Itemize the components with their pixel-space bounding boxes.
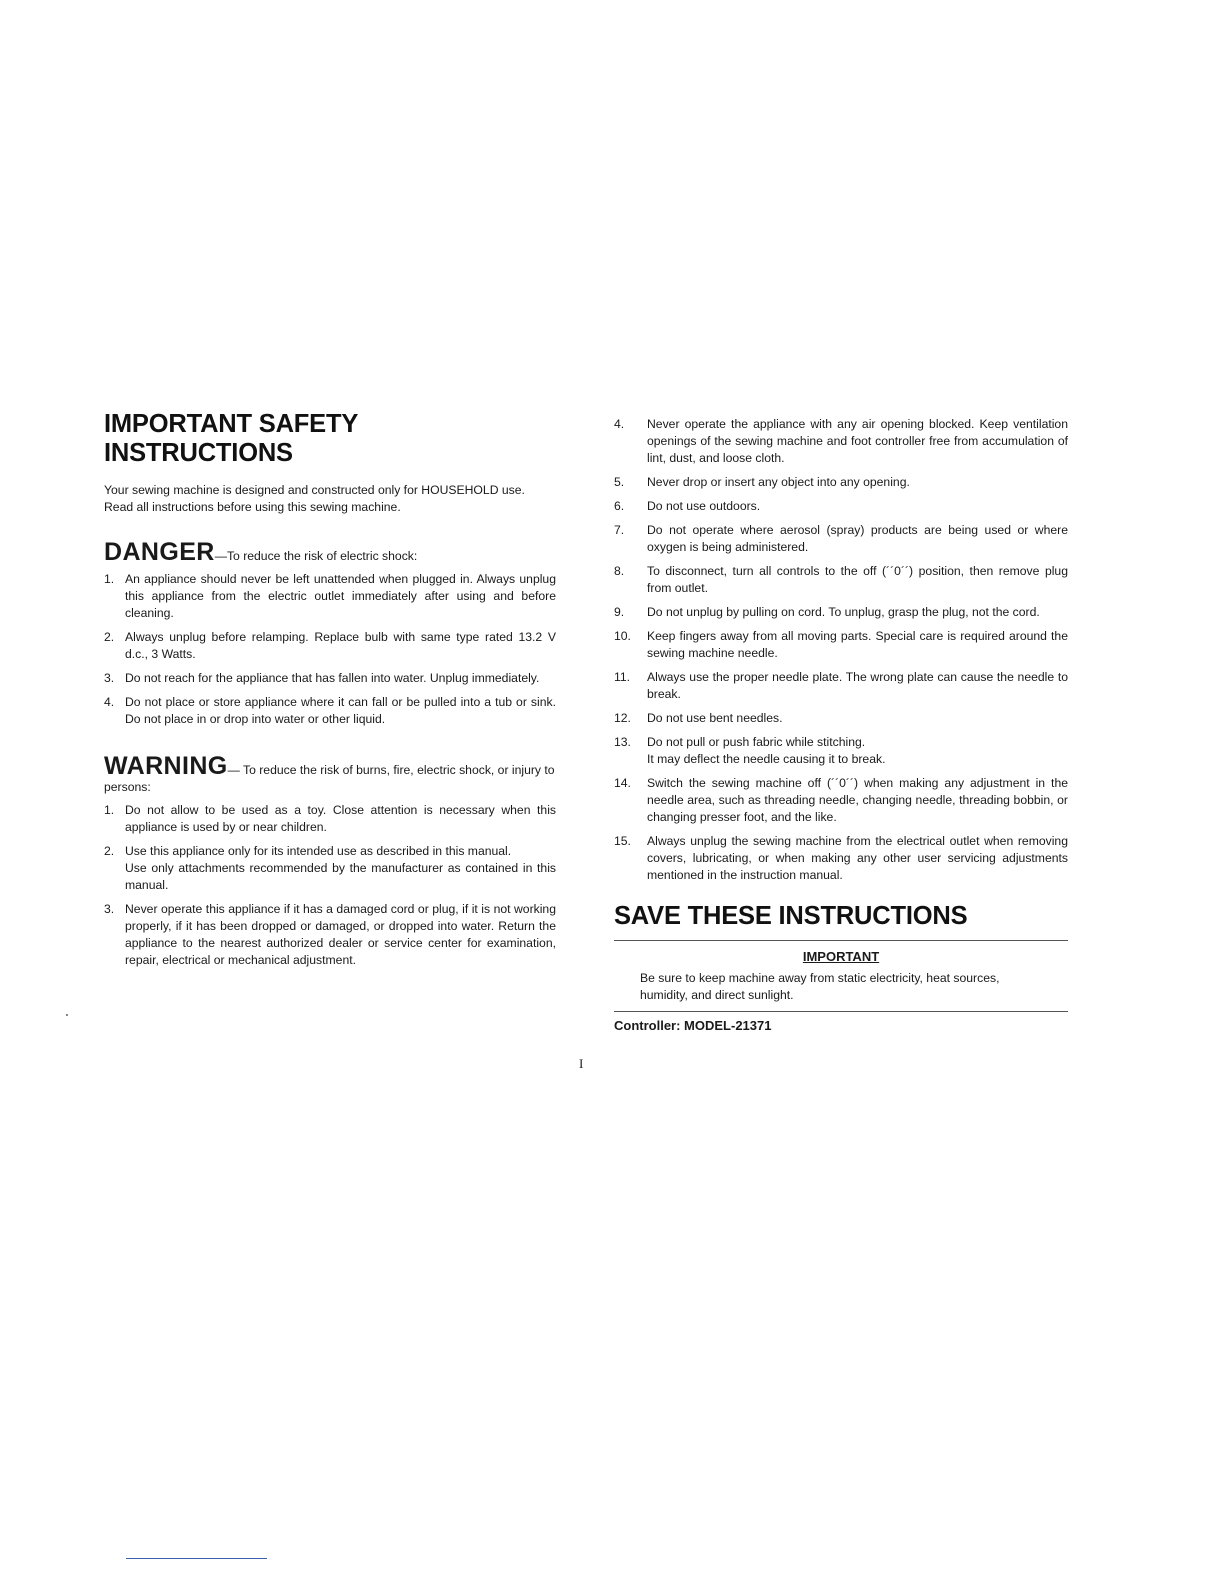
item-number: 3. (104, 902, 115, 916)
item-text: Do not pull or push fabric while stitching. It may deflect the needle causing it to break. (647, 735, 886, 766)
danger-label: DANGER (104, 538, 215, 566)
item-text: An appliance should never be left unattended when plugged in. Always unplug this appliance from the electric outlet immediately after using and before cleaning. (125, 572, 556, 620)
list-item (104, 694, 556, 728)
list-item (104, 802, 556, 836)
item-number: 11. (614, 670, 631, 684)
item-number: 7. (614, 523, 625, 537)
list-item (614, 669, 1068, 703)
item-text: Always unplug before relamping. Replace bulb with same type rated 13.2 V d.c., 3 Watts. (125, 630, 556, 661)
item-number: 9. (614, 605, 625, 619)
list-item (614, 775, 1068, 826)
list-item (614, 734, 1068, 768)
list-item (104, 843, 556, 894)
item-number: 6. (614, 499, 625, 513)
important-label: IMPORTANT (802, 949, 880, 964)
safety-list-continued (614, 416, 1068, 884)
warning-label: WARNING (104, 752, 228, 780)
item-number: 5. (614, 475, 625, 489)
item-text: Do not place or store appliance where it can fall or be pulled into a tub or sink. Do not place in or drop into water or other liquid. (125, 695, 556, 726)
item-number: 13. (614, 735, 631, 749)
item-text: Keep fingers away from all moving parts. Special care is required around the sewing machine needle. (647, 629, 1068, 660)
list-item (614, 604, 1068, 621)
item-text: Never drop or insert any object into any opening. (647, 475, 910, 489)
list-item (614, 474, 1068, 491)
page-title: IMPORTANT SAFETY INSTRUCTIONS (104, 410, 359, 467)
controller-model: Controller: MODEL-21371 (614, 1018, 772, 1033)
item-text: Use this appliance only for its intended use as described in this manual. Use only attachments recommended by the manufacturer as contained in this manual. (125, 844, 556, 892)
danger-heading (104, 538, 556, 566)
item-number: 3. (104, 671, 115, 685)
list-item (614, 563, 1068, 597)
item-text: Always unplug the sewing machine from the electrical outlet when removing covers, lubricating, or when making any other user servicing adjustments mentioned in the instruction manual. (647, 834, 1068, 882)
list-item (614, 522, 1068, 556)
item-number: 2. (104, 630, 115, 644)
list-item (104, 901, 556, 969)
danger-list (104, 571, 556, 728)
warning-heading (104, 752, 556, 796)
list-item (614, 710, 1068, 727)
scan-speck (66, 1014, 68, 1016)
right-column (614, 410, 1068, 1033)
left-column (104, 410, 556, 976)
danger-subtitle: —To reduce the risk of electric shock: (214, 549, 418, 563)
item-number: 8. (614, 564, 625, 578)
list-item (614, 833, 1068, 884)
page-number: I (579, 1056, 584, 1071)
item-text: Never operate the appliance with any air opening blocked. Keep ventilation openings of the sewing machine and foot controller free from accumulation of lint, dust, and loose cloth. (647, 417, 1068, 465)
list-item (104, 571, 556, 622)
item-text: To disconnect, turn all controls to the off (´´0´´) position, then remove plug from outlet. (647, 564, 1068, 595)
item-text: Do not allow to be used as a toy. Close attention is necessary when this appliance is used by or near children. (125, 803, 556, 834)
item-number: 1. (104, 572, 115, 586)
item-text: Do not reach for the appliance that has fallen into water. Unplug immediately. (125, 671, 540, 685)
list-item (104, 670, 556, 687)
warning-subtitle: — To reduce the risk of burns, fire, electric shock, or injury to persons: (104, 763, 555, 794)
list-item (614, 416, 1068, 467)
item-text: Do not use outdoors. (647, 499, 761, 513)
list-item (614, 628, 1068, 662)
list-item (104, 629, 556, 663)
item-text: Do not operate where aerosol (spray) products are being used or where oxygen is being administered. (647, 523, 1068, 554)
item-number: 12. (614, 711, 631, 725)
item-number: 15. (614, 834, 631, 848)
important-text: Be sure to keep machine away from static electricity, heat sources, humidity, and direct sunlight. (640, 971, 1000, 1002)
important-notice (614, 949, 1068, 1004)
item-text: Switch the sewing machine off (´´0´´) when making any adjustment in the needle area, such as threading needle, changing needle, threading bobbin, or changing presser foot, and the like. (647, 776, 1068, 824)
intro-text: Your sewing machine is designed and constructed only for HOUSEHOLD use. Read all instructions before using this sewing machine. (104, 483, 525, 514)
item-number: 10. (614, 629, 631, 643)
warning-list (104, 802, 556, 969)
item-text: Do not use bent needles. (647, 711, 783, 725)
item-text: Never operate this appliance if it has a damaged cord or plug, if it is not working properly, if it has been dropped or damaged, or dropped into water. Return the appliance to the nearest authorized dealer or service center for examination, repair, electrical or mechanical adjustment. (125, 902, 556, 967)
divider-bottom (614, 1011, 1068, 1012)
item-number: 2. (104, 844, 115, 858)
item-text: Do not unplug by pulling on cord. To unplug, grasp the plug, not the cord. (647, 605, 1040, 619)
item-number: 4. (614, 417, 625, 431)
footnote-rule (126, 1558, 267, 1559)
item-text: Always use the proper needle plate. The wrong plate can cause the needle to break. (647, 670, 1068, 701)
list-item (614, 498, 1068, 515)
item-number: 14. (614, 776, 631, 790)
divider-top (614, 940, 1068, 941)
item-number: 4. (104, 695, 115, 709)
save-instructions-title: SAVE THESE INSTRUCTIONS (614, 902, 968, 930)
item-number: 1. (104, 803, 115, 817)
